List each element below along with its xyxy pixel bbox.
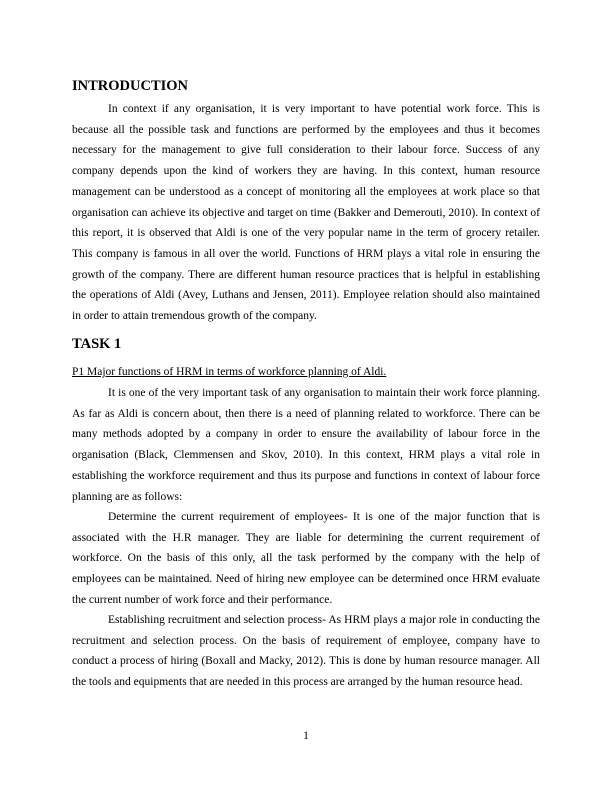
task1-paragraph-recruitment: Establishing recruitment and selection process- As HRM plays a major role in conducting the recruitment and selection process. On the basis of requirement of employee, company have to conduct a process of hiring (Boxall and Macky, 2012). This is done by human resource manager. All the tools and equipments that are needed in this process are arranged by the human resource head. <box>72 614 540 689</box>
document-page <box>72 0 540 792</box>
page-number: 1 <box>303 730 309 742</box>
introduction-paragraph: In context if any organisation, it is very important to have potential work force. This is because all the possible task and functions are performed by the employees and thus it becomes necessary for the management to give full consideration to their labour force. Success of any company depends upon the kind of workers they are having. In this context, human resource management can be understood as a concept of monitoring all the employees at work place so that organisation can achieve its objective and target on time (Bakker and Demerouti, 2010). In context of this report, it is observed that Aldi is one of the very popular name in the term of grocery retailer. This company is famous in all over the world. Functions of HRM plays a vital role in ensuring the growth of the company. There are different human resource practices that is helpful in establishing the operations of Aldi (Avey, Luthans and Jensen, 2011). Employee relation should also maintained in order to attain tremendous growth of the company. <box>72 103 540 323</box>
introduction-heading: INTRODUCTION <box>72 78 189 94</box>
task1-heading: TASK 1 <box>72 336 122 352</box>
task1-paragraph-workforce-planning: It is one of the very important task of any organisation to maintain their work force planning. As far as Aldi is concern about, then there is a need of planning related to workforce. There can be many methods adopted by a company in order to ensure the availability of labour force in the organisation (Black, Clemmensen and Skov, 2010). In this context, HRM plays a vital role in establishing the workforce requirement and thus its purpose and functions in context of labour force planning are as follows: <box>72 387 540 503</box>
task1-paragraph-current-requirement: Determine the current requirement of employees- It is one of the major function that is associated with the H.R manager. They are liable for determining the current requirement of workforce. On the basis of this only, all the task performed by the company with the help of employees can be maintained. Need of hiring new employee can be determined once HRM evaluate the current number of work force and their performance. <box>72 511 540 606</box>
task1-subheading: P1 Major functions of HRM in terms of workforce planning of Aldi. <box>72 366 387 378</box>
